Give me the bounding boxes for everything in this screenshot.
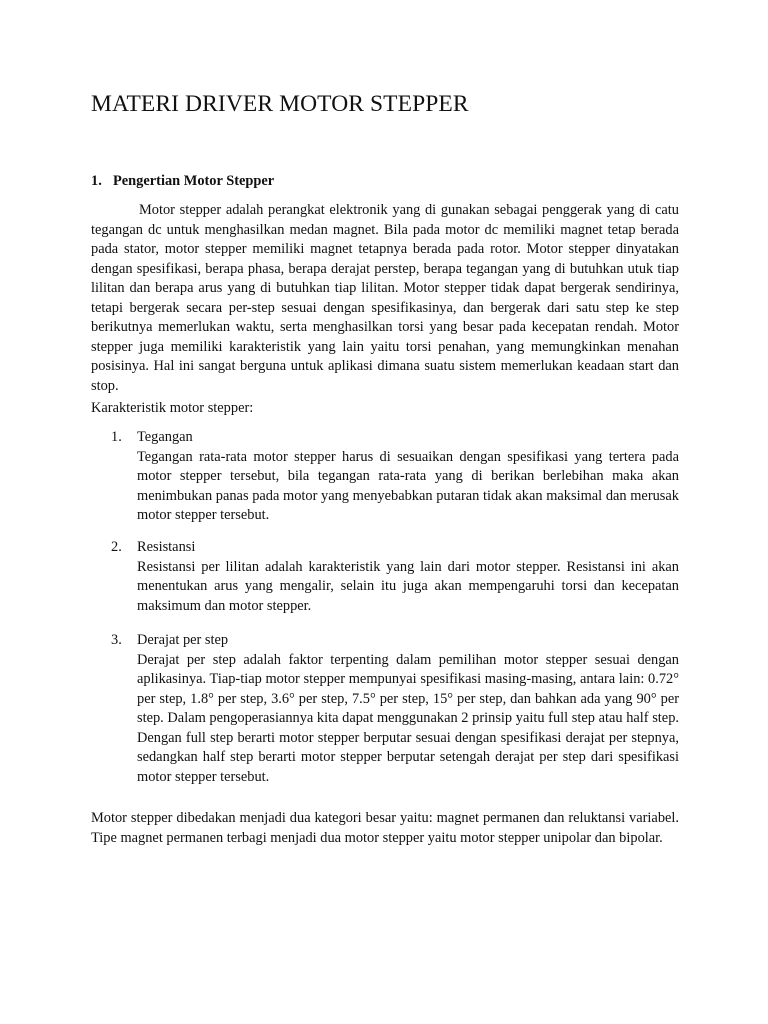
list-item [111,538,679,616]
section-number: 1. [91,173,102,189]
list-item-title: Tegangan [137,429,193,445]
document-title: MATERI DRIVER MOTOR STEPPER [91,91,469,117]
section-heading [91,172,274,191]
list-item-number: 3. [111,632,122,648]
list-item-number: 2. [111,539,122,555]
list-item-body: Tegangan rata-rata motor stepper harus di sesuaikan dengan spesifikasi yang tertera pada motor stepper tersebut, bila tegangan rata-rata yang di berikan berlebihan maka akan menimbukan panas pada motor yang menyebabkan putaran tidak akan maksimal dan merusak motor stepper tersebut. [137,448,679,523]
list-item-body: Derajat per step adalah faktor terpenting dalam pemilihan motor stepper sesuai dengan aplikasinya. Tiap-tiap motor stepper mempunyai spesifikasi masing-masing, antara lain: 0.72° per step, 1.8° per step, 3.6° per step, 7.5° per step, 15° per step, dan bahkan ada yang 90° per step. Dalam pengoperasiannya kita dapat menggunakan 2 prinsip yaitu full step atau half step. Dengan full step berarti motor stepper berputar sesuai dengan spesifikasi derajat per stepnya, sedangkan half step berarti motor stepper berputar setengah derajat per step dari spesifikasi motor stepper tersebut. [137,651,679,785]
list-item [111,428,679,526]
characteristics-intro: Karakteristik motor stepper: [91,400,254,416]
list-item [111,631,679,787]
list-item-number: 1. [111,429,122,445]
list-item-title: Resistansi [137,539,196,555]
section-heading-text: Pengertian Motor Stepper [113,173,275,189]
list-item-body: Resistansi per lilitan adalah karakteristik yang lain dari motor stepper. Resistansi ini akan menentukan arus yang mengalir, selain itu juga akan mempengaruhi torsi dan kecepatan maksimum dan motor stepper. [137,558,679,614]
list-item-title: Derajat per step [137,632,229,648]
closing-paragraph: Motor stepper dibedakan menjadi dua kategori besar yaitu: magnet permanen dan reluktansi variabel. Tipe magnet permanen terbagi menjadi dua motor stepper yaitu motor stepper unipolar dan bipolar. [91,810,679,846]
intro-paragraph: Motor stepper adalah perangkat elektronik yang di gunakan sebagai penggerak yang di catu tegangan dc untuk menghasilkan medan magnet. Bila pada motor dc memiliki magnet tetap berada pada stator, motor stepper memiliki magnet tetapnya berada pada rotor. Motor stepper dinyatakan dengan spesifikasi, berapa phasa, berapa derajat perstep, berapa tegangan yang di butuhkan utuk tiap lilitan dan berapa arus yang di butuhkan tiap lilitan. Motor stepper tidak dapat bergerak sendirinya, tetapi bergerak secara per-step sesuai dengan spesifikasinya, dan bergerak dari satu step ke step berikutnya memerlukan waktu, serta menghasilkan torsi yang besar pada kecepatan rendah. Motor stepper juga memiliki karakteristik yang lain yaitu torsi penahan, yang memungkinkan menahan posisinya. Hal ini sangat berguna untuk aplikasi dimana suatu sistem memerlukan keadaan start dan stop. [91,202,679,394]
